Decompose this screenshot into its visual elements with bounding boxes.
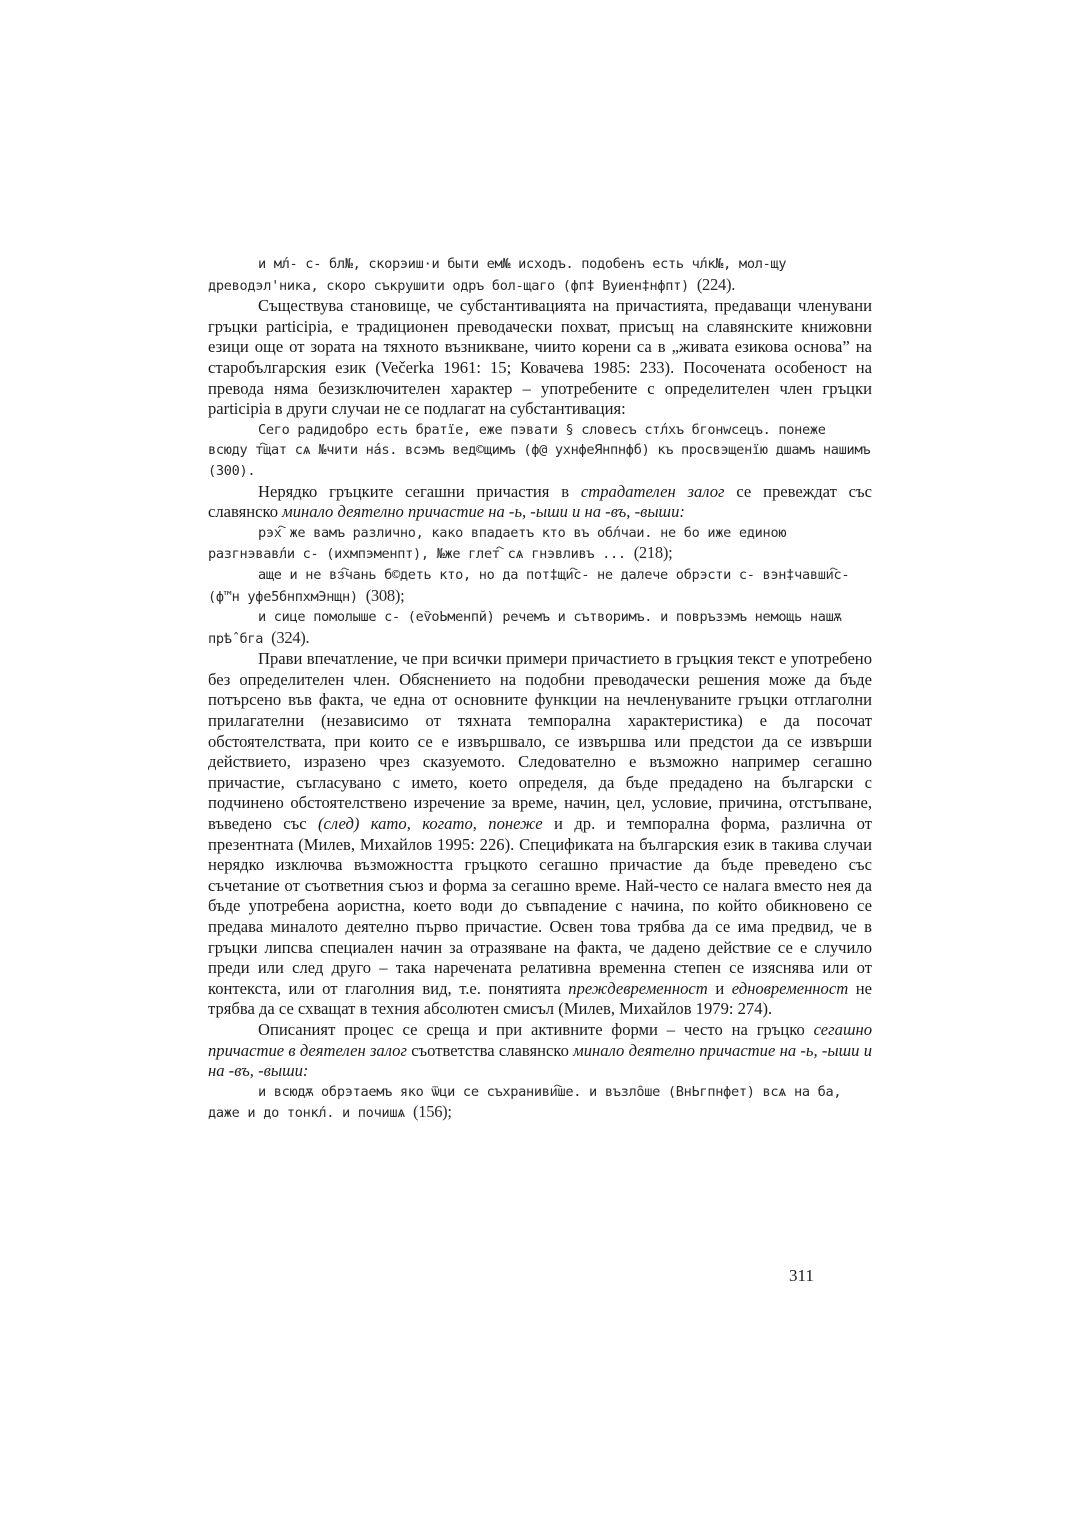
paragraph-3-text-b: и др. и темпорална форма, различна от презентната (Милев, Михайлов 1995: 226). Спецификата на българския език в такива случаи нерядко изключва възможността гръцкото сегашно причастие да бъде преведено със съчетание от съответния съюз и форма за сегашно време. Най-често се налага вместо нея да бъде употребена аористна, което води до съвпадение с начина, по който обикновено се предава миналото деятелно първо причастие. Освен това трябва да се има предвид, че в гръцки липсва специален начин за отразяване на факта, че дадено действие се е случило преди или след друго – така наречената релативна временна степен се изяснява или от контекста, или от глаголния вид, т.е. понятията	[208, 814, 872, 998]
paragraph-2-text-b: се превеждат със славянско	[208, 481, 872, 522]
quote-5-ref: (324).	[271, 627, 310, 647]
quote-5	[208, 607, 872, 649]
paragraph-3-text-a: Прави впечатление, че при всички примери причастието в гръцкия текст е употребено без определителен член. Обяснението на подобни преводачески решения може да бъде потърсено във факта, че една от основните функции на нечленуваните гръцки отглаголни прилагателни (независимо от тяхната темпорална характеристика) е да посочат обстоятелствата, при които се е извършвало, се извършва или предстои да се извърши действието, изразено чрез сказуемото. Следователно е възможно например сегашно причастие, съгласувано с името, което определя, да бъде предадено на български с подчинено обстоятелствено изречение за време, начин, цел, условие, причина, отстъпване, въведено със	[208, 649, 872, 834]
quote-1-ref: (224).	[696, 274, 736, 294]
paragraph-4-text-b: съответства славянско	[406, 1040, 574, 1060]
quote-6-ref: (156);	[412, 1102, 452, 1122]
paragraph-3	[208, 649, 872, 1020]
paragraph-3-italic-3: едновременност	[731, 978, 849, 998]
paragraph-3-italic-1: (след) като, когато, понеже	[317, 814, 543, 834]
paragraph-2-italic-2: минало деятелно причастие на -ь, -ыши и на -въ, -выши:	[282, 502, 685, 522]
page-body	[208, 254, 872, 1124]
paragraph-3-italic-2: преждевременност	[568, 978, 708, 998]
paragraph-4-text-a: Описаният процес се среща и при активните форми – често на гръцко	[258, 1019, 814, 1039]
quote-4-text: аще и не вз҇чань б©деть кто, но да пот‡щи҇с- не далече обрэсти с- вэн‡чавши҇с- (ф™н уфе5бнпхмЭнщн)	[208, 566, 850, 605]
quote-2	[208, 420, 872, 482]
quote-2-text: Сего радидобро есть братїе, еже пэвати § словесъ стл́хъ бгонwсецъ. понеже всюду т҇щат сѧ №чити на́ѕ. всэмъ вед©щимъ (ф@ ухнфеЯнпнфб) къ просвэщенїю дшамъ нашимъ	[208, 421, 871, 459]
paragraph-1: Съществува становище, че субстантивацията на причастията, предаващи членувани гръцки participia, е традиционен преводачески похват, присъщ на славянските книжовни езици още от зората на тяхното възникване, чиито корени са в „живата езикова основа” на старобългарския език (Večerka 1961: 15; Ковачева 1985: 233). Посочената особеност на превода няма безизключителен характер – употребените с определителен член гръцки participia в други случаи не се подлагат на субстантивация:	[208, 296, 872, 419]
paragraph-3-text-c: и	[707, 978, 732, 998]
paragraph-4	[208, 1020, 872, 1082]
paragraph-2	[208, 482, 872, 523]
paragraph-4-italic-1: сегашно причастие в деятелен залог	[208, 1019, 872, 1060]
paragraph-4-italic-2: минало деятелно причастие на -ь, -ыши и на -въ, -выши:	[208, 1040, 872, 1081]
quote-1-text: и мл́- с- бл№, скорэиш·и быти ем№ исходъ. подобенъ есть чл́к№, мол-щу древодэл'ника, скоро съкрушити одръ бол-щаго (фп‡ Вуиен‡нфпт)	[208, 256, 787, 294]
quote-4	[208, 565, 872, 607]
page-number: 311	[789, 1266, 814, 1285]
quote-3-text: рэх҇ же вамъ различно, како впадаетъ кто въ обл́чаи. не бо иже единою разгнэвавл́и с- (ихмпэменпт), №же глет҇ сѧ гнэвливъ ...	[208, 524, 787, 563]
paragraph-3-text-d: не трябва да се схващат в техния абсолютен смисъл (Милев, Михайлов 1979: 274).	[208, 978, 872, 1019]
quote-3-ref: (218);	[633, 543, 673, 563]
quote-5-text: и сице помолыше с- (еѷоЬменпй) речемъ и сътворимъ. и повръзэмъ немощь нашѫ прѣ̂ бга	[208, 609, 842, 647]
quote-6	[208, 1082, 872, 1124]
paragraph-2-text-a: Нерядко гръцките сегашни причастия в	[258, 481, 581, 501]
quote-6-text: и всюдѫ обрэтаемъ яко ѿци се съхраниви҇ше. и възло̑ше (ВнЬгпнфет) всѧ на ба, даже и до тонкл́. и почишѧ	[208, 1083, 842, 1122]
quote-1	[208, 254, 872, 296]
quote-4-ref: (308);	[365, 585, 405, 605]
quote-3	[208, 523, 872, 565]
quote-2-ref: (300).	[208, 462, 256, 479]
paragraph-2-italic-1: страдателен залог	[580, 481, 725, 501]
